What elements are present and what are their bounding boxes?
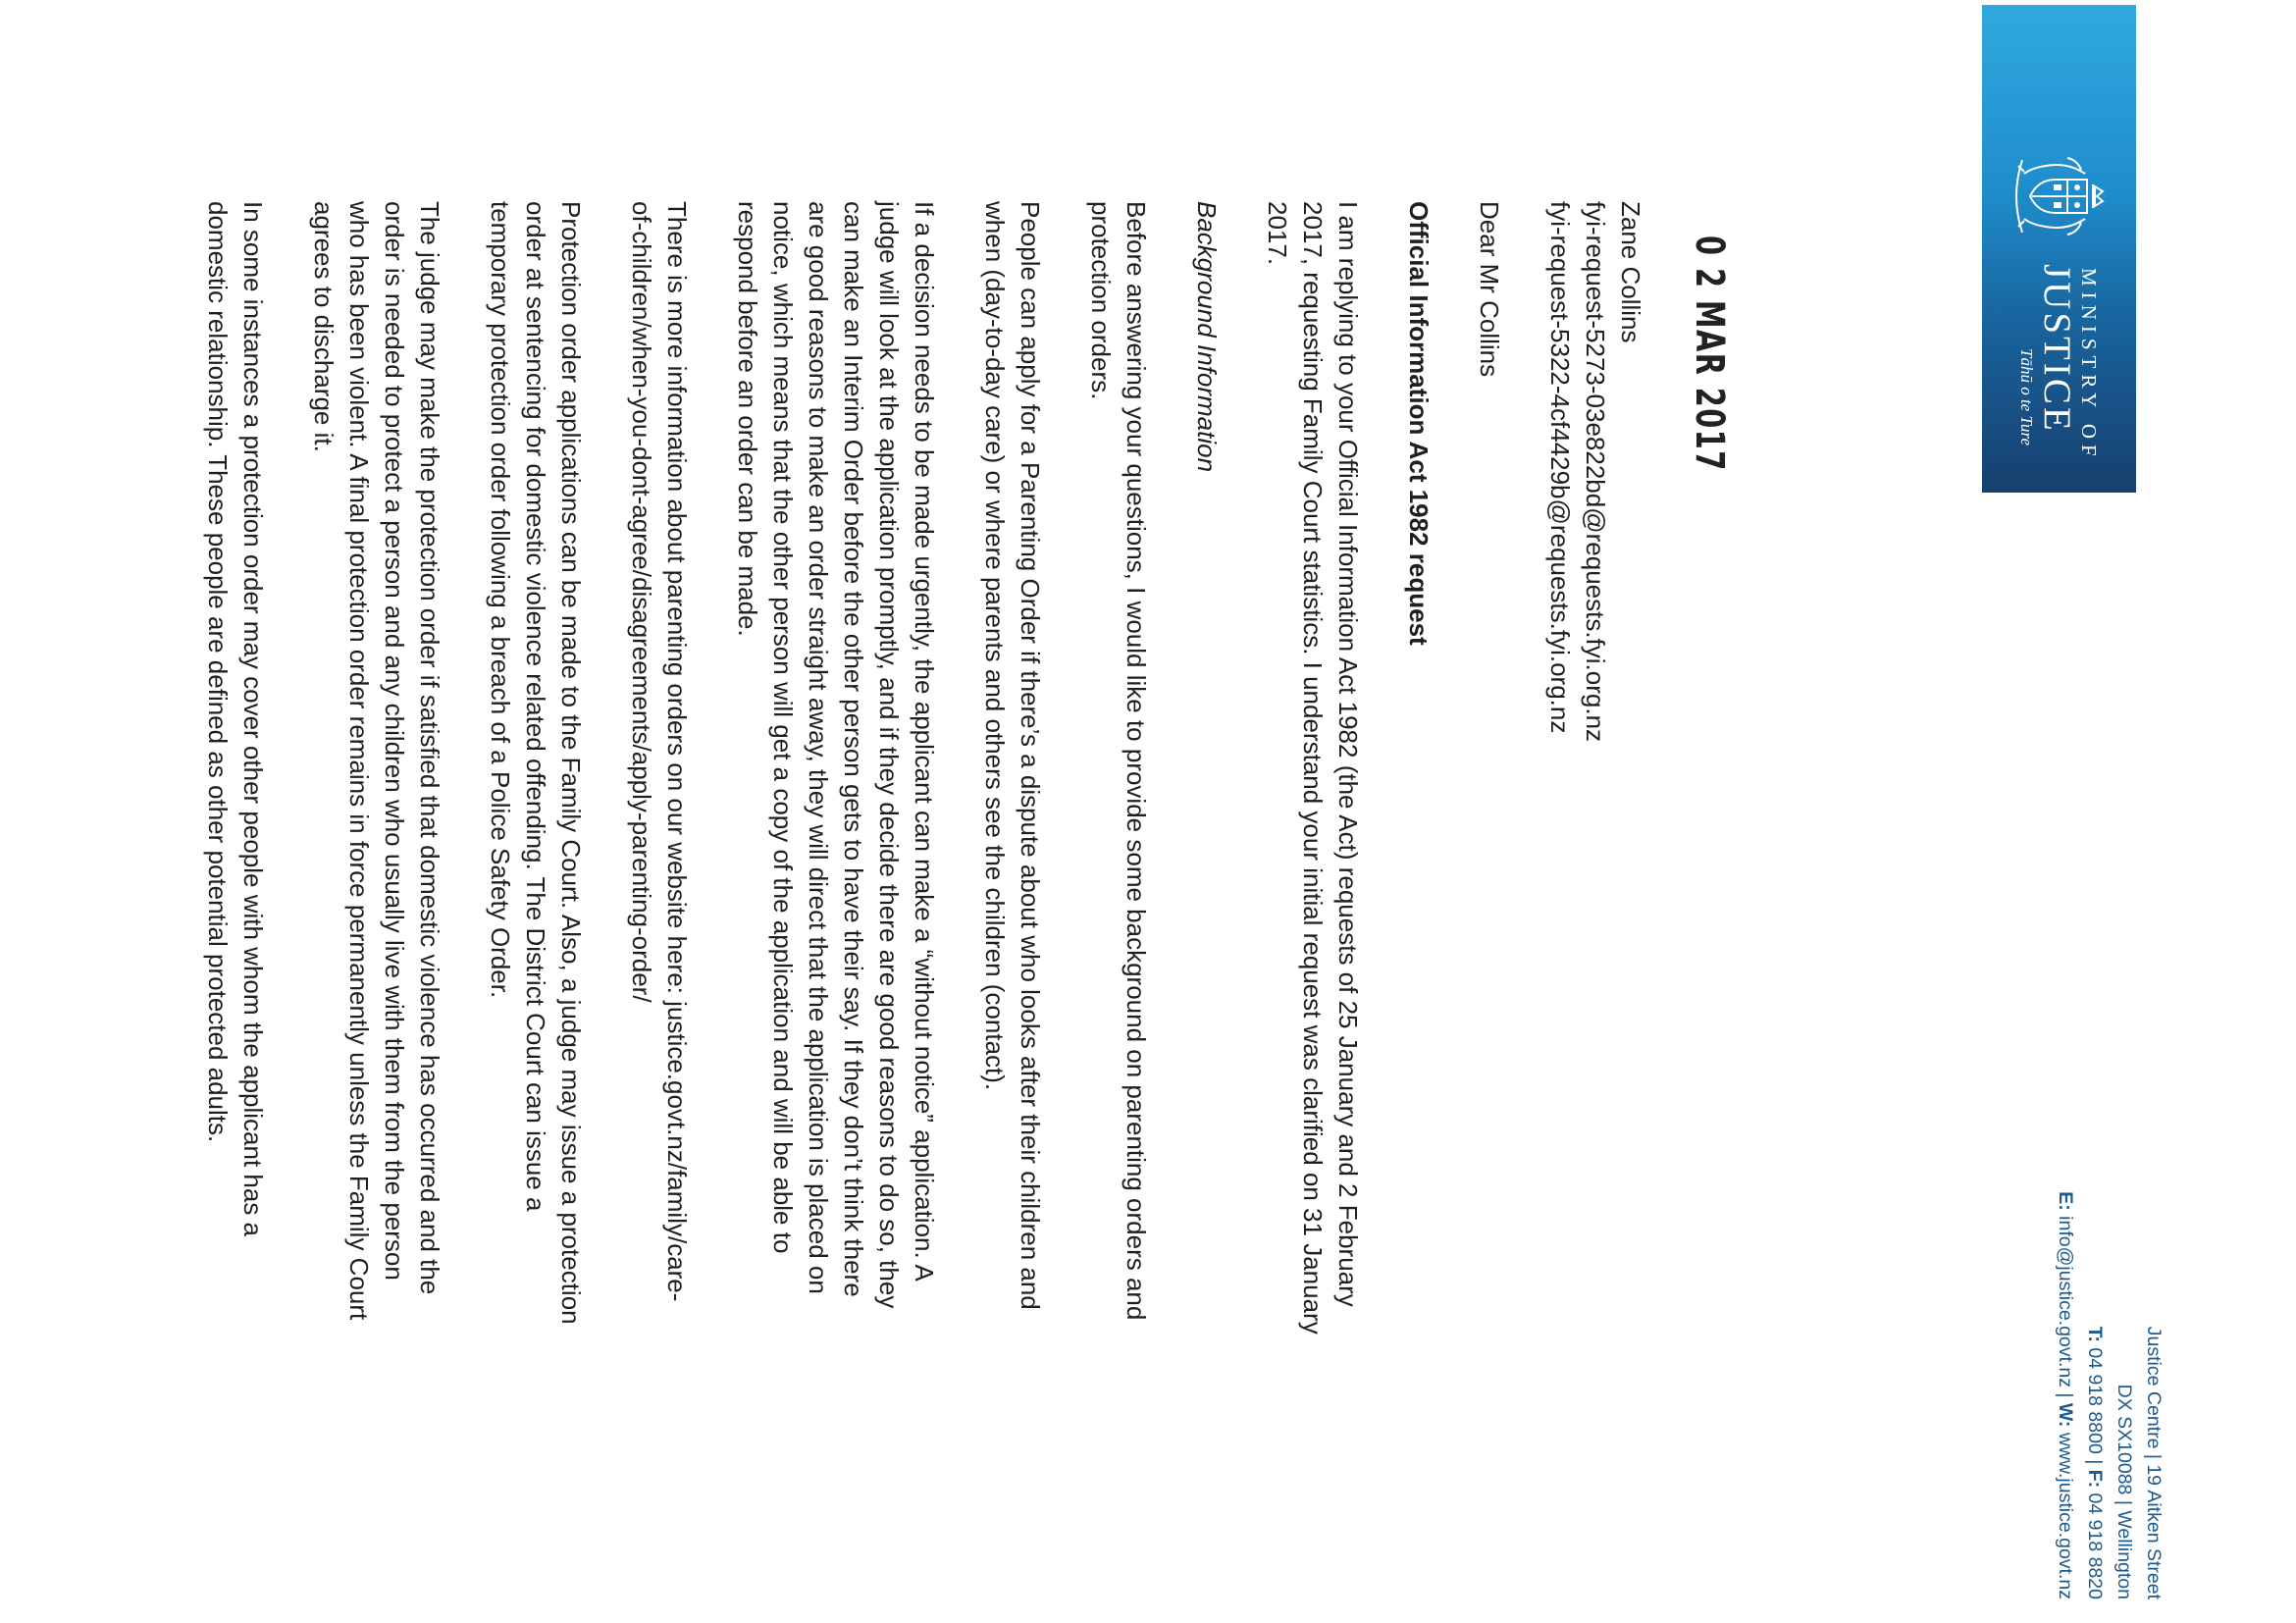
paragraph-without-notice <box>730 201 942 1595</box>
justice-text: JUSTICE <box>2036 264 2078 434</box>
paragraph-line: temporary protection order following a breach of a Police Safety Order. <box>486 201 515 999</box>
paragraph-line: respond before an order can be made. <box>733 201 762 637</box>
recipient-email-1: fyi-request-5273-03e822bd@requests.fyi.org.nz <box>1581 201 1610 743</box>
contact-phone-fax <box>2080 1089 2110 1599</box>
paragraph-protection-applications <box>483 201 589 1595</box>
address-line-street: Justice Centre | 19 Aitken Street <box>2143 1326 2165 1599</box>
tagline-text: Tāhū o te Ture <box>2017 348 2036 446</box>
paragraph-line: In some instances a protection order may cover other people with whom the applicant has a <box>238 201 268 1237</box>
paragraph-line: protection orders. <box>1086 201 1116 400</box>
fax-label: F: <box>2084 1469 2106 1489</box>
paragraph-line: I am replying to your Official Information Act 1982 (the Act) requests of 25 January and 2 February <box>1333 201 1363 1307</box>
separator: | <box>2055 1392 2076 1398</box>
separator: | <box>2084 1459 2106 1465</box>
paragraph-line: If a decision needs to be made urgently, the applicant can make a “without notice” application. A <box>910 201 939 1282</box>
recipient-name: Zane Collins <box>1616 201 1645 343</box>
paragraph-line: 2017. <box>1263 201 1292 266</box>
contact-email-web <box>2051 1089 2080 1599</box>
paragraph-line: when (day-to-day care) or where parents and others see the children (contact). <box>980 201 1010 1091</box>
section-heading: Background Information <box>1192 201 1222 473</box>
recipient-block <box>1542 201 1648 1595</box>
email-address: info@justice.govt.nz <box>2055 1216 2076 1387</box>
paragraph-line: agrees to discharge it. <box>309 201 339 452</box>
phone-number: 04 918 8800 <box>2084 1347 2106 1454</box>
salutation: Dear Mr Collins <box>1475 201 1504 378</box>
address-line-dx: DX SX10088 | Wellington <box>2113 1384 2135 1599</box>
paragraph-judge-protection-order <box>306 201 447 1595</box>
paragraph-line: of-children/when-you-dont-agree/disagreements/apply-parenting-order/ <box>627 201 656 1003</box>
intro-paragraph <box>1260 201 1366 1595</box>
paragraph-line: notice, which means that the other person will get a copy of the application and will be able to <box>768 201 798 1254</box>
recipient-email-2: fyi-request-5322-4cf4429b@requests.fyi.org.nz <box>1545 201 1575 734</box>
ministry-of-text: MINISTRY OF <box>2077 268 2101 462</box>
email-label: E: <box>2055 1191 2076 1211</box>
paragraph-line: who has been violent. A final protection order remains in force permanently unless the Family Court <box>344 201 374 1321</box>
subject-heading: Official Information Act 1982 request <box>1404 201 1434 646</box>
paragraph-line: are good reasons to make an order straight away, they will direct that the application is placed on <box>804 201 833 1294</box>
paragraph-background <box>1083 201 1154 1595</box>
paragraph-line: The judge may make the protection order if satisfied that domestic violence has occurred and the <box>415 201 444 1295</box>
paragraph-line: Before answering your questions, I would like to provide some background on parenting orders and <box>1122 201 1151 1321</box>
paragraph-line: can make an Interim Order before the other person gets to have their say. If they don’t think there <box>839 201 868 1297</box>
coat-of-arms-icon <box>2012 152 2107 240</box>
paragraph-line: People can apply for a Parenting Order if there’s a dispute about who looks after their children and <box>1016 201 1045 1310</box>
paragraph-other-people <box>200 201 271 1595</box>
phone-label: T: <box>2084 1326 2106 1342</box>
paragraph-parenting-order <box>977 201 1048 1595</box>
paragraph-line: domestic relationship. These people are defined as other potential protected adults. <box>203 201 233 1143</box>
fax-number: 04 918 8820 <box>2084 1492 2106 1599</box>
web-label: W: <box>2055 1402 2076 1428</box>
paragraph-line: order is needed to protect a person and any children who usually live with them from the person <box>380 201 409 1281</box>
paragraph-line: There is more information about parenting orders on our website here: justice.govt.nz/family/care- <box>662 201 692 1302</box>
address-block <box>2051 1089 2168 1599</box>
web-address: www.justice.govt.nz <box>2055 1432 2076 1599</box>
paragraph-line: Protection order applications can be made to the Family Court. Also, a judge may issue a protection <box>556 201 586 1325</box>
ministry-logo <box>1982 5 2136 493</box>
paragraph-website-info <box>624 201 695 1595</box>
paragraph-line: judge will look at the application promptly, and if they decide there are good reasons to do so, they <box>874 201 904 1309</box>
paragraph-line: order at sentencing for domestic violence related offending. The District Court can issue a <box>521 201 550 1212</box>
letter-body <box>200 201 1648 1595</box>
date-stamp: 0 2 MAR 2017 <box>1687 236 1732 472</box>
paragraph-line: 2017, requesting Family Court statistics. I understand your initial request was clarified on 31 January <box>1298 201 1328 1335</box>
